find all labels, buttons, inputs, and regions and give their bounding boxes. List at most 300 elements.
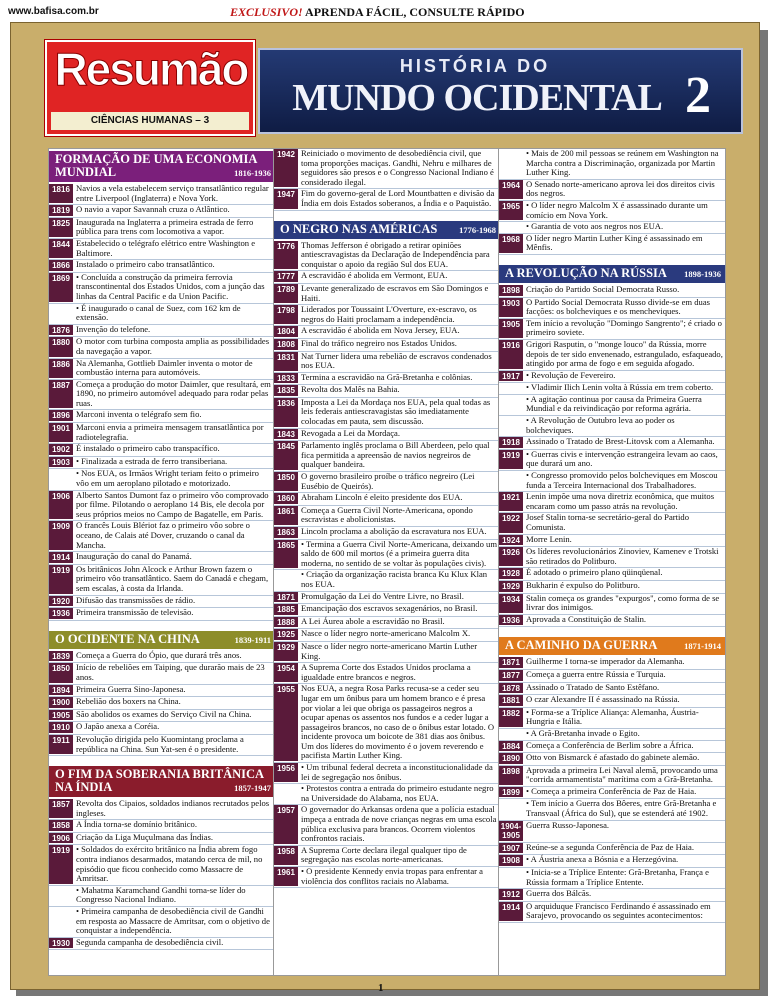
entry-text: • Um tribunal federal decreta a inconstitucionalidade da lei de segregação nos ônibus.: [301, 762, 493, 782]
timeline-entry: [499, 340, 725, 371]
entry-year: 1777: [274, 271, 298, 282]
entry-year: 1858: [49, 820, 73, 831]
entry-year: 1910: [49, 722, 73, 733]
entry-text: Fim do governo-geral de Lord Mountbatten e divisão da Índia em dois Estados soberanos, a Índia e o Paquistão.: [301, 188, 495, 208]
entry-text: • Mais de 200 mil pessoas se reúnem em Washington na Marcha contra a Discriminação, organizada por Martin Luther King.: [526, 148, 719, 178]
timeline-entry: [499, 889, 725, 902]
section-heading: O FIM DA SOBERANIA BRITÂNICA NA ÍNDIA: [55, 767, 264, 795]
entry-text: Invenção do telefone.: [76, 323, 151, 334]
entry-text: Promulgação da Lei do Ventre Livre, no Brasil.: [301, 590, 464, 601]
entry-year: 1914: [499, 902, 523, 921]
timeline-entry: [499, 201, 725, 222]
timeline-entry: [274, 867, 500, 888]
timeline-entry: [499, 594, 725, 615]
entry-year: 1920: [49, 596, 73, 607]
timeline-entry: [49, 565, 275, 596]
timeline-entry: [499, 615, 725, 628]
spacer: [49, 756, 275, 764]
timeline-entry: [274, 441, 500, 472]
entry-text: Inaugurada na Inglaterra a primeira estrada de ferro pública para trens com locomotiva a vapor.: [76, 216, 254, 237]
timeline-entry: [274, 493, 500, 506]
entry-year: 1871: [274, 592, 298, 603]
entry-text: • O líder negro Malcolm X é assassinado durante um comício em Nova York.: [526, 199, 708, 220]
section-title-negro: [274, 221, 500, 239]
timeline-entry: [49, 359, 275, 380]
entry-year: 1918: [499, 437, 523, 448]
entry-text: O governo brasileiro proíbe o tráfico negreiro (Lei Eusébio de Queirós).: [301, 471, 475, 491]
entry-year: 1968: [499, 234, 523, 253]
timeline-entry: [274, 149, 500, 189]
entry-text: A Índia torna-se domínio britânico.: [76, 819, 198, 830]
site-url[interactable]: www.bafisa.com.br: [8, 6, 99, 17]
entry-year: 1919: [49, 565, 73, 594]
entry-year: 1916: [499, 340, 523, 369]
entry-text: O czar Alexandre II é assassinado na Rússia.: [526, 694, 680, 705]
entry-year: 1835: [274, 385, 298, 396]
entry-text: • Protestos contra a entrada do primeiro estudante negro na Universidade do Alabama, nos EUA.: [301, 783, 494, 803]
timeline-entry: [49, 799, 275, 820]
entry-year: [499, 868, 523, 887]
entry-text: Começa a Guerra do Ópio, que durará três anos.: [76, 649, 242, 660]
column-2: [273, 148, 501, 976]
entry-list-russia: [499, 285, 725, 627]
timeline-entry: [49, 444, 275, 457]
timeline-entry: [49, 608, 275, 621]
entry-year: 1964: [499, 180, 523, 199]
entry-year: 1909: [49, 521, 73, 550]
section-title-russia: [499, 265, 725, 283]
entry-text: Marconi envia a primeira mensagem transatlântica por radiotelegrafia.: [76, 422, 264, 442]
entry-text: • Nos EUA, os Irmãos Wright teriam feito o primeiro vôo em um aeroplano pilotado e motorizado.: [76, 468, 259, 489]
entry-year: 1819: [49, 205, 73, 216]
timeline-entry: [499, 416, 725, 437]
timeline-entry: [49, 304, 275, 325]
entry-text: Lenin impõe uma nova diretriz econômica, que muitos encaram como um passo atrás na revolução.: [526, 491, 715, 511]
entry-text: Começa a Conferência de Berlim sobre a África.: [526, 739, 694, 750]
timeline-entry: [274, 527, 500, 540]
entry-year: 1929: [274, 642, 298, 661]
entry-year: 1900: [49, 697, 73, 708]
entry-year: [49, 304, 73, 323]
entry-text: O motor com turbina composta amplia as possibilidades da navegação a vapor.: [76, 336, 270, 356]
column-3: [498, 148, 726, 976]
timeline-entry: [274, 472, 500, 493]
entry-text: • Tem início a Guerra dos Bôeres, entre Grã-Bretanha e Transvaal (África do Sul), que se estenderá até 1902.: [526, 798, 717, 819]
entry-text: Parlamento inglês proclama o Bill Aberdeen, pelo qual fica permitida a apreensão de navios negreiros de qualquer bandeira.: [301, 440, 490, 470]
entry-text: Guerra Russo-Japonesa.: [526, 819, 610, 830]
entry-text: Na Alemanha, Gottlieb Daimler inventa o motor de combustão interna para automóveis.: [76, 357, 253, 378]
entry-year: 1884: [499, 741, 523, 752]
timeline-entry: [499, 868, 725, 889]
entry-text: Nat Turner lidera uma rebelião de escravos condenados nos EUA.: [301, 350, 492, 371]
entry-year: 1887: [49, 380, 73, 409]
entry-year: 1886: [49, 359, 73, 378]
entry-text: • Mahatma Karamchand Gandhi torna-se líder do Congresso Nacional Indiano.: [76, 884, 246, 905]
entry-text: Rebelião dos boxers na China.: [76, 696, 181, 707]
entry-year: [499, 149, 523, 178]
entry-year: 1844: [49, 239, 73, 258]
entry-text: Primeira transmissão de televisão.: [76, 607, 194, 618]
entry-year: 1898: [499, 285, 523, 296]
entry-text: Levante generalizado de escravos em São Domingos e Haiti.: [301, 282, 489, 303]
section-years: 1839-1911: [234, 634, 271, 645]
timeline-entry: [49, 735, 275, 756]
timeline-entry: [274, 385, 500, 398]
entry-year: 1833: [274, 373, 298, 384]
entry-text: Grigori Rasputin, o "monge louco" da Rússia, morre depois de ter sido envenenado, estrangulado, esfaqueado, atingido por arma de fogo e em seguida afogado.: [526, 338, 723, 369]
timeline-entry: [49, 469, 275, 490]
entry-year: 1888: [274, 617, 298, 628]
entry-year: [274, 784, 298, 803]
section-heading: FORMAÇÃO DE UMA ECONOMIA MUNDIAL: [55, 152, 257, 179]
entry-year: 1907: [499, 843, 523, 854]
entry-text: Criação do Partido Social Democrata Russo.: [526, 283, 680, 294]
timeline-entry: [49, 521, 275, 552]
exclusive-label: EXCLUSIVO!: [230, 5, 303, 19]
entry-year: 1871: [499, 657, 523, 668]
title-line2: MUNDO OCIDENTAL: [292, 77, 662, 119]
timeline-entry: [499, 149, 725, 180]
timeline-entry: [274, 189, 500, 210]
entry-text: São abolidos os exames do Serviço Civil na China.: [76, 708, 252, 719]
entry-year: 1903: [499, 298, 523, 317]
entry-text: Emancipação dos escravos sexagenários, no Brasil.: [301, 603, 478, 614]
timeline-entry: [49, 205, 275, 218]
timeline-entry: [49, 663, 275, 684]
entry-text: Instalado o primeiro cabo transatlântico.: [76, 259, 215, 270]
entry-text: É adotado o primeiro plano qüinqüenal.: [526, 567, 663, 578]
entry-year: [49, 886, 73, 905]
entry-year: [499, 383, 523, 393]
entry-year: 1901: [49, 423, 73, 442]
entry-text: A escravidão é abolida em Nova Jersey, EUA.: [301, 325, 460, 336]
entry-year: 1890: [499, 753, 523, 764]
entry-text: Alberto Santos Dumont faz o primeiro vôo comprovado por filme. Pilotando o aeroplano 14 Bis, ele decola por seus próprios meios no Campo de Bagatelle, em Paris.: [76, 489, 269, 519]
timeline-entry: [274, 540, 500, 571]
timeline-entry: [499, 450, 725, 471]
entry-year: [499, 471, 523, 490]
entry-text: Guerra dos Bálcãs.: [526, 888, 592, 899]
entry-text: Aprovada a Constituição de Stalin.: [526, 613, 647, 624]
entry-year: 1866: [49, 260, 73, 271]
entry-text: Primeira Guerra Sino-Japonesa.: [76, 683, 186, 694]
entry-text: É instalado o primeiro cabo transpacífico.: [76, 443, 220, 454]
entry-year: 1922: [499, 513, 523, 532]
timeline-entry: [499, 729, 725, 741]
entry-text: • Primeira campanha de desobediência civil de Gandhi em resposta ao Massacre de Amritsar, com o objetivo de conquistar a independência.: [76, 906, 270, 936]
entry-text: • Forma-se a Tríplice Aliança: Alemanha, Áustria-Hungria e Itália.: [526, 706, 699, 727]
entry-text: Nasce o líder negro norte-americano Martin Luther King.: [301, 640, 478, 661]
entry-text: • Soldados do exército britânico na Índia abrem fogo contra indianos desarmados, matando cerca de mil, no episódio que ficou conhecido como Massacre de Amritsar.: [76, 844, 263, 884]
entry-text: Morre Lenin.: [526, 533, 572, 544]
spacer: [499, 627, 725, 635]
timeline-entry: [274, 604, 500, 617]
entry-text: Lincoln proclama a abolição da escravatura nos EUA.: [301, 526, 487, 536]
entry-text: Segunda campanha de desobediência civil.: [76, 936, 224, 947]
timeline-entry: [49, 886, 275, 907]
timeline-entry: [499, 799, 725, 820]
timeline-entry: [49, 552, 275, 565]
column-1: [48, 148, 276, 976]
entry-year: 1863: [274, 527, 298, 538]
entry-year: 1861: [274, 506, 298, 525]
entry-list-negro-cont: [499, 149, 725, 255]
entry-year: 1924: [499, 535, 523, 546]
entry-year: [499, 799, 523, 818]
section-heading: A CAMINHO DA GUERRA: [505, 638, 658, 653]
timeline-entry: [499, 492, 725, 513]
timeline-entry: [49, 491, 275, 522]
slogan-text: APRENDA FÁCIL, CONSULTE RÁPIDO: [302, 5, 525, 19]
timeline-entry: [274, 784, 500, 805]
entry-text: A escravidão é abolida em Vermont, EUA.: [301, 270, 448, 281]
entry-text: • Garantia de voto aos negros nos EUA.: [526, 221, 664, 232]
entry-text: A Suprema Corte declara ilegal qualquer tipo de segregação nas escolas norte-americanas.: [301, 844, 467, 865]
timeline-entry: [499, 753, 725, 766]
entry-year: 1869: [49, 273, 73, 302]
entry-text: Revolta dos Cipaios, soldados indianos recrutados pelos ingleses.: [76, 798, 270, 818]
section-heading: O OCIDENTE NA CHINA: [55, 631, 200, 646]
entry-year: 1857: [49, 799, 73, 818]
entry-year: 1808: [274, 339, 298, 350]
entry-text: Estabelecido o telégrafo elétrico entre Washington e Baltimore.: [76, 237, 256, 258]
timeline-entry: [274, 570, 500, 591]
timeline-entry: [499, 581, 725, 594]
entry-text: Revolta dos Malês na Bahia.: [301, 384, 400, 395]
timeline-entry: [499, 180, 725, 201]
entry-year: 1954: [274, 663, 298, 682]
entry-text: Stalin começa os grandes "expurgos", como forma de se livrar dos inimigos.: [526, 592, 720, 613]
entry-text: A Lei Áurea abole a escravidão no Brasil.: [301, 615, 445, 626]
entry-year: [499, 729, 523, 739]
timeline-entry: [499, 298, 725, 319]
entry-year: 1921: [499, 492, 523, 511]
timeline-entry: [499, 821, 725, 843]
entry-text: Aprovada a primeira Lei Naval alemã, provocando uma "corrida armamentista" marítima com a Grã-Bretanha.: [526, 764, 718, 785]
timeline-entry: [49, 260, 275, 273]
section-years: 1857-1947: [234, 783, 271, 794]
entry-year: 1825: [49, 218, 73, 237]
entry-year: 1881: [499, 695, 523, 706]
section-title-china: [49, 631, 275, 649]
entry-text: • Congresso promovido pelos bolcheviques em Moscou funda a Terceira Internacional dos Trabalhadores.: [526, 470, 718, 490]
entry-text: Otto von Bismarck é afastado do gabinete alemão.: [526, 752, 700, 763]
timeline-entry: [49, 845, 275, 885]
section-heading: A REVOLUÇÃO NA RÚSSIA: [505, 265, 667, 280]
timeline-entry: [499, 766, 725, 787]
timeline-entry: [49, 337, 275, 358]
spacer: [499, 255, 725, 263]
entry-year: 1894: [49, 685, 73, 696]
timeline-entry: [499, 902, 725, 923]
entry-year: 1942: [274, 149, 298, 187]
entry-text: • Vladimir Ilich Lenin volta à Rússia em trem coberto.: [526, 382, 714, 393]
entry-year: 1816: [49, 184, 73, 203]
entry-text: Tem início a revolução "Domingo Sangrento"; é criado o primeiro soviete.: [526, 317, 722, 338]
entry-text: • Inicia-se a Tríplice Entente: Grã-Bretanha, França e Rússia formam a Tríplice Entente.: [526, 867, 709, 887]
page-number: 1: [378, 982, 384, 994]
entry-year: 1919: [499, 450, 523, 469]
entry-text: Assinado o Tratado de Santo Estêfano.: [526, 681, 660, 692]
entry-year: 1961: [274, 867, 298, 886]
entry-text: • A Revolução de Outubro leva ao poder os bolcheviques.: [526, 415, 675, 435]
entry-year: 1911: [49, 735, 73, 754]
timeline-entry: [274, 241, 500, 272]
entry-text: Início de rebeliões em Taiping, que durarão mais de 23 anos.: [76, 662, 265, 682]
entry-year: 1906: [49, 491, 73, 520]
entry-text: Nos EUA, a negra Rosa Parks recusa-se a ceder seu lugar em um ônibus para um homem branco e é presa por violar a lei que obriga os passageiros negros a ocupar apenas os assentos nos fundos e a ceder lugar a passageiros brancos, no caso de o ônibus estar lotado. O incidente provoca um boicote de 381 dias aos ônibus. Um dos líderes do movimento é o jovem reverendo e pacifista Martin Luther King.: [301, 683, 495, 761]
entry-year: 1926: [499, 547, 523, 566]
entry-year: 1965: [499, 201, 523, 220]
entry-text: • A Grã-Bretanha invade o Egito.: [526, 727, 640, 738]
entry-year: 1958: [274, 846, 298, 865]
entry-text: • Criação da organização racista branca Ku Klux Klan nos EUA.: [301, 569, 488, 589]
entry-text: O governador do Arkansas ordena que a polícia estadual impeça a entrada de nove crianças negras em uma escola pública exclusiva para brancos. Ocorrem violentos confrontos raciais.: [301, 804, 497, 844]
entry-year: [49, 469, 73, 488]
entry-list-negro: [274, 241, 500, 889]
entry-text: Bukharin é expulso do Politburo.: [526, 579, 640, 590]
entry-text: A Suprema Corte dos Estados Unidos proclama a igualdade entre brancos e negros.: [301, 662, 471, 682]
entry-year: 1929: [499, 581, 523, 592]
entry-year: 1885: [274, 604, 298, 615]
entry-year: 1914: [49, 552, 73, 563]
entry-text: • A Áustria anexa a Bósnia e a Herzegóvina.: [526, 854, 679, 865]
entry-year: 1789: [274, 284, 298, 303]
title-line1: HISTÓRIA DO: [399, 56, 551, 76]
entry-text: • Concluída a construção da primeira ferrovia transcontinental dos Estados Unidos, com a junção das linhas da Central Pacific e da Union Pacific.: [76, 271, 265, 301]
entry-year: 1955: [274, 684, 298, 761]
timeline-entry: [49, 820, 275, 833]
entry-year: [499, 416, 523, 435]
entry-year: 1925: [274, 629, 298, 640]
entry-text: • Começa a primeira Conferência de Paz de Haia.: [526, 785, 697, 796]
entry-text: • É inaugurado o canal de Suez, com 162 km de extensão.: [76, 302, 241, 323]
entry-year: 1878: [499, 683, 523, 694]
logo-subtitle: CIÊNCIAS HUMANAS – 3: [51, 112, 249, 130]
entry-text: Thomas Jefferson é obrigado a retirar opiniões antiescravagistas da Declaração de Independência para conquistar o apoio da região Sul dos EUA.: [301, 239, 490, 269]
title-number: 2: [685, 67, 711, 124]
entry-year: 1850: [49, 663, 73, 682]
top-bar: [0, 0, 772, 22]
entry-text: Assinado o Tratado de Brest-Litovsk com a Alemanha.: [526, 436, 715, 447]
timeline-entry: [49, 697, 275, 710]
timeline-entry: [499, 222, 725, 234]
timeline-entry: [274, 663, 500, 684]
entry-text: O Japão anexa a Coréia.: [76, 721, 160, 732]
entry-text: Termina a escravidão na Grã-Bretanha e colônias.: [301, 371, 473, 382]
timeline-entry: [499, 234, 725, 255]
entry-year: 1930: [49, 938, 73, 949]
entry-text: Abraham Lincoln é eleito presidente dos EUA.: [301, 492, 463, 503]
entry-year: 1956: [274, 763, 298, 782]
section-heading: O NEGRO NAS AMÉRICAS: [280, 221, 438, 236]
entry-year: 1898: [499, 766, 523, 785]
entry-text: Criação da Liga Muçulmana das Índias.: [76, 831, 213, 842]
timeline-entry: [274, 305, 500, 326]
entry-year: 1877: [499, 670, 523, 681]
entry-year: 1912: [499, 889, 523, 900]
entry-year: 1905: [49, 710, 73, 721]
timeline-entry: [49, 184, 275, 205]
entry-text: Começa a guerra entre Rússia e Turquia.: [526, 668, 666, 679]
timeline-entry: [274, 398, 500, 429]
entry-year: 1919: [49, 845, 73, 883]
entry-text: Os britânicos John Alcock e Arthur Brown fazem o primeiro vôo transatlântico. Saem do Canadá e chegam, sem escalas, à costa da Irlanda.: [76, 563, 269, 593]
entry-year: [274, 570, 298, 589]
timeline-entry: [274, 339, 500, 352]
timeline-entry: [274, 642, 500, 663]
entry-text: Nasce o líder negro norte-americano Malcolm X.: [301, 628, 471, 639]
section-years: 1871-1914: [684, 641, 721, 652]
entry-year: 1850: [274, 472, 298, 491]
entry-text: Revogada a Lei da Mordaça.: [301, 427, 401, 438]
entry-year: 1904-1905: [500, 821, 522, 841]
spacer: [274, 211, 500, 219]
timeline-entry: [499, 285, 725, 298]
entry-text: Final do tráfico negreiro nos Estados Unidos.: [301, 337, 457, 348]
timeline-entry: [499, 547, 725, 568]
entry-text: O Partido Social Democrata Russo divide-se em duas facções: os bolcheviques e os mencheviques.: [526, 296, 711, 317]
entry-text: Os líderes revolucionários Zinoviev, Kamenev e Trotski são retirados do Politburo.: [526, 546, 719, 566]
entry-list-china: [49, 651, 275, 756]
entry-year: 1908: [499, 855, 523, 866]
entry-year: [49, 907, 73, 936]
entry-text: O francês Louis Blériot faz o primeiro vôo sobre o oceano, de Calais até Dover, cruzando o canal da Mancha.: [76, 520, 250, 550]
entry-year: 1798: [274, 305, 298, 324]
entry-year: 1947: [274, 189, 298, 208]
entry-year: 1836: [274, 398, 298, 427]
entry-year: 1831: [274, 352, 298, 371]
entry-list-india-cont: [274, 149, 500, 211]
entry-text: Inauguração do canal do Panamá.: [76, 551, 192, 562]
timeline-entry: [49, 938, 275, 951]
entry-year: 1845: [274, 441, 298, 470]
timeline-entry: [499, 471, 725, 492]
timeline-entry: [274, 506, 500, 527]
section-years: 1776-1968: [459, 224, 496, 235]
entry-text: Marconi inventa o telégrafo sem fio.: [76, 409, 202, 420]
entry-text: Começa a produção do motor Daimler, que resultará, em 1890, no primeiro automóvel adequado para rodar pelas ruas.: [76, 378, 271, 408]
entry-list-guerra: [499, 657, 725, 923]
entry-year: 1839: [49, 651, 73, 662]
entry-year: 1934: [499, 594, 523, 613]
entry-year: 1928: [499, 568, 523, 579]
entry-list-india: [49, 799, 275, 950]
entry-year: 1903: [49, 457, 73, 468]
entry-year: 1957: [274, 805, 298, 843]
entry-year: 1876: [49, 325, 73, 336]
entry-year: 1882: [499, 708, 523, 727]
logo-brand: Resumão: [54, 43, 248, 95]
entry-year: 1906: [49, 833, 73, 844]
entry-text: Difusão das transmissões de rádio.: [76, 594, 196, 605]
entry-text: Reúne-se a segunda Conferência de Paz de Haia.: [526, 841, 694, 852]
section-title-economia: [49, 151, 275, 182]
timeline-entry: [274, 684, 500, 763]
entry-year: 1896: [49, 410, 73, 421]
entry-text: Reiniciado o movimento de desobediência civil, que toma proporções maciças. Gandhi, Nehru e milhares de seguidores são presos e o Congresso Nacional Indiano é considerado ilegal.: [301, 148, 494, 187]
entry-year: 1776: [274, 241, 298, 270]
timeline-entry: [49, 239, 275, 260]
entry-year: 1936: [49, 608, 73, 619]
entry-text: Imposta a Lei da Mordaça nos EUA, pela qual todas as leis federais antiescravagistas são imediatamente colocadas em pauta, sem discussão.: [301, 396, 491, 427]
timeline-entry: [499, 319, 725, 340]
entry-text: • A agitação continua por causa da Primeira Guerra Mundial e da reivindicação por reforma agrária.: [526, 393, 702, 414]
entry-year: 1880: [49, 337, 73, 356]
entry-text: O navio a vapor Savannah cruza o Atlântico.: [76, 204, 230, 215]
entry-list-economia: [49, 184, 275, 621]
timeline-entry: [274, 846, 500, 867]
